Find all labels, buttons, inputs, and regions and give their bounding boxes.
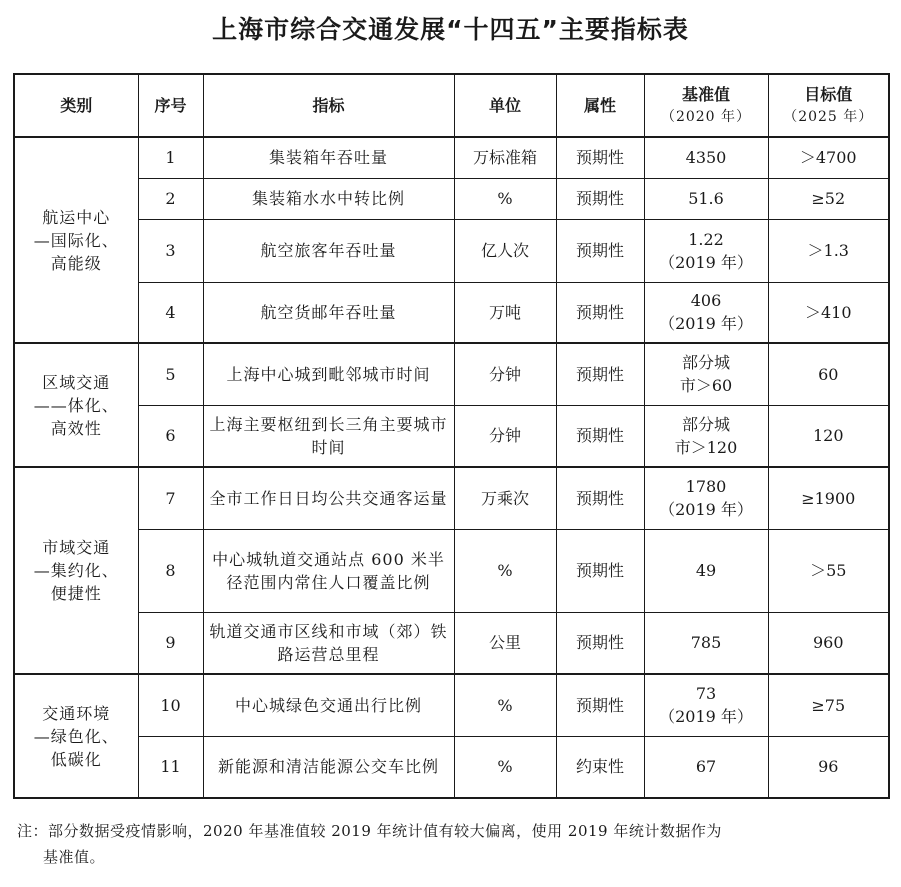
seq-cell: 7 bbox=[138, 467, 203, 529]
seq-cell: 6 bbox=[138, 405, 203, 467]
attribute-cell: 约束性 bbox=[556, 736, 644, 798]
baseline-cell bbox=[644, 282, 768, 343]
category-cell bbox=[14, 674, 138, 798]
indicator-cell: 上海中心城到毗邻城市时间 bbox=[203, 343, 454, 405]
table-row bbox=[14, 529, 889, 612]
attribute-cell: 预期性 bbox=[556, 219, 644, 282]
seq-cell: 2 bbox=[138, 178, 203, 219]
baseline-value: 市＞120 bbox=[674, 437, 738, 457]
category-cell bbox=[14, 343, 138, 467]
indicator-cell: 航空货邮年吞吐量 bbox=[203, 282, 454, 343]
target-cell: ＞4700 bbox=[768, 137, 889, 178]
category-line: 高效性 bbox=[50, 418, 102, 438]
baseline-year: （2019 年） bbox=[659, 252, 753, 272]
header-seq: 序号 bbox=[138, 74, 203, 137]
attribute-cell: 预期性 bbox=[556, 467, 644, 529]
table-row bbox=[14, 674, 889, 736]
baseline-value: 73 bbox=[695, 684, 717, 704]
baseline-year: （2019 年） bbox=[659, 707, 753, 727]
footnote-line-2: 基准值。 bbox=[43, 848, 106, 866]
baseline-cell bbox=[644, 612, 768, 674]
category-line: 高能级 bbox=[50, 253, 102, 273]
header-unit: 单位 bbox=[454, 74, 556, 137]
table-row bbox=[14, 343, 889, 405]
category-line: 航运中心 bbox=[42, 207, 111, 227]
attribute-cell: 预期性 bbox=[556, 178, 644, 219]
unit-cell: 分钟 bbox=[454, 405, 556, 467]
attribute-cell: 预期性 bbox=[556, 343, 644, 405]
baseline-value: 49 bbox=[695, 561, 717, 580]
attribute-cell: 预期性 bbox=[556, 282, 644, 343]
category-line: —绿色化、 bbox=[33, 726, 119, 746]
baseline-cell bbox=[644, 137, 768, 178]
baseline-cell bbox=[644, 343, 768, 405]
header-target-year: （2025 年） bbox=[783, 108, 874, 125]
baseline-cell bbox=[644, 219, 768, 282]
seq-cell: 10 bbox=[138, 674, 203, 736]
table-row bbox=[14, 405, 889, 467]
attribute-cell: 预期性 bbox=[556, 612, 644, 674]
target-cell: 120 bbox=[768, 405, 889, 467]
header-attribute: 属性 bbox=[556, 74, 644, 137]
baseline-cell bbox=[644, 674, 768, 736]
indicator-cell: 中心城轨道交通站点 600 米半径范围内常住人口覆盖比例 bbox=[203, 529, 454, 612]
baseline-value: 51.6 bbox=[688, 189, 724, 208]
indicator-cell: 航空旅客年吞吐量 bbox=[203, 219, 454, 282]
target-cell: ＞1.3 bbox=[768, 219, 889, 282]
target-cell: ≥52 bbox=[768, 178, 889, 219]
unit-cell: % bbox=[454, 178, 556, 219]
baseline-value: 1.22 bbox=[688, 229, 724, 249]
baseline-value: 部分城 bbox=[681, 414, 730, 434]
target-cell: ＞410 bbox=[768, 282, 889, 343]
attribute-cell: 预期性 bbox=[556, 137, 644, 178]
footnote-line-1: 注：部分数据受疫情影响，2020 年基准值较 2019 年统计值有较大偏离，使用 2019 年统计数据作为 bbox=[17, 822, 722, 840]
category-line: —国际化、 bbox=[33, 230, 119, 250]
indicator-cell: 轨道交通市区线和市域（郊）铁路运营总里程 bbox=[203, 612, 454, 674]
header-target bbox=[768, 74, 889, 137]
category-line: 市域交通 bbox=[42, 538, 111, 557]
indicator-cell: 全市工作日日均公共交通客运量 bbox=[203, 467, 454, 529]
seq-cell: 11 bbox=[138, 736, 203, 798]
attribute-cell: 预期性 bbox=[556, 405, 644, 467]
footnote bbox=[17, 818, 887, 870]
indicators-table bbox=[13, 73, 890, 799]
table-row bbox=[14, 219, 889, 282]
unit-cell: 万乘次 bbox=[454, 467, 556, 529]
baseline-cell bbox=[644, 467, 768, 529]
target-cell: 60 bbox=[768, 343, 889, 405]
seq-cell: 4 bbox=[138, 282, 203, 343]
seq-cell: 5 bbox=[138, 343, 203, 405]
header-category: 类别 bbox=[14, 74, 138, 137]
header-target-label: 目标值 bbox=[804, 84, 853, 104]
target-cell: 960 bbox=[768, 612, 889, 674]
header-indicator: 指标 bbox=[203, 74, 454, 137]
unit-cell: % bbox=[454, 529, 556, 612]
baseline-value: 1780 bbox=[685, 477, 727, 497]
target-cell: ≥75 bbox=[768, 674, 889, 736]
category-line: 便捷性 bbox=[50, 584, 102, 603]
baseline-value: 67 bbox=[695, 757, 717, 777]
target-cell: ＞55 bbox=[768, 529, 889, 612]
seq-cell: 1 bbox=[138, 137, 203, 178]
seq-cell: 9 bbox=[138, 612, 203, 674]
table-row bbox=[14, 137, 889, 178]
unit-cell: % bbox=[454, 674, 556, 736]
baseline-cell bbox=[644, 405, 768, 467]
unit-cell: 公里 bbox=[454, 612, 556, 674]
seq-cell: 8 bbox=[138, 529, 203, 612]
indicator-cell: 集装箱水水中转比例 bbox=[203, 178, 454, 219]
unit-cell: 万标准箱 bbox=[454, 137, 556, 178]
target-cell: ≥1900 bbox=[768, 467, 889, 529]
table-row bbox=[14, 467, 889, 529]
category-cell bbox=[14, 137, 138, 343]
baseline-value: 部分城 bbox=[681, 353, 730, 373]
category-line: 交通环境 bbox=[42, 703, 111, 723]
category-line: 区域交通 bbox=[42, 372, 111, 392]
header-row bbox=[14, 74, 889, 137]
table-row bbox=[14, 282, 889, 343]
header-baseline bbox=[644, 74, 768, 137]
attribute-cell: 预期性 bbox=[556, 529, 644, 612]
baseline-year: （2019 年） bbox=[659, 500, 753, 520]
table-row bbox=[14, 612, 889, 674]
header-baseline-year: （2020 年） bbox=[660, 108, 752, 125]
page-title: 上海市综合交通发展“十四五”主要指标表 bbox=[212, 15, 689, 44]
baseline-cell bbox=[644, 178, 768, 219]
unit-cell: 亿人次 bbox=[454, 219, 556, 282]
baseline-cell bbox=[644, 529, 768, 612]
unit-cell: % bbox=[454, 736, 556, 798]
unit-cell: 万吨 bbox=[454, 282, 556, 343]
table-row bbox=[14, 178, 889, 219]
category-line: —集约化、 bbox=[33, 561, 119, 580]
baseline-value: 785 bbox=[690, 633, 722, 653]
baseline-value: 市＞60 bbox=[679, 376, 733, 396]
seq-cell: 3 bbox=[138, 219, 203, 282]
baseline-value: 4350 bbox=[685, 148, 727, 168]
baseline-cell bbox=[644, 736, 768, 798]
baseline-year: （2019 年） bbox=[659, 314, 753, 334]
table-row bbox=[14, 736, 889, 798]
category-line: 低碳化 bbox=[50, 749, 102, 769]
category-cell bbox=[14, 467, 138, 674]
unit-cell: 分钟 bbox=[454, 343, 556, 405]
target-cell: 96 bbox=[768, 736, 889, 798]
indicator-cell: 中心城绿色交通出行比例 bbox=[203, 674, 454, 736]
indicator-cell: 集装箱年吞吐量 bbox=[203, 137, 454, 178]
category-line: ——体化、 bbox=[33, 395, 119, 415]
header-baseline-label: 基准值 bbox=[681, 84, 730, 104]
indicator-cell: 上海主要枢纽到长三角主要城市时间 bbox=[203, 405, 454, 467]
baseline-value: 406 bbox=[690, 291, 722, 311]
indicator-cell: 新能源和清洁能源公交车比例 bbox=[203, 736, 454, 798]
attribute-cell: 预期性 bbox=[556, 674, 644, 736]
